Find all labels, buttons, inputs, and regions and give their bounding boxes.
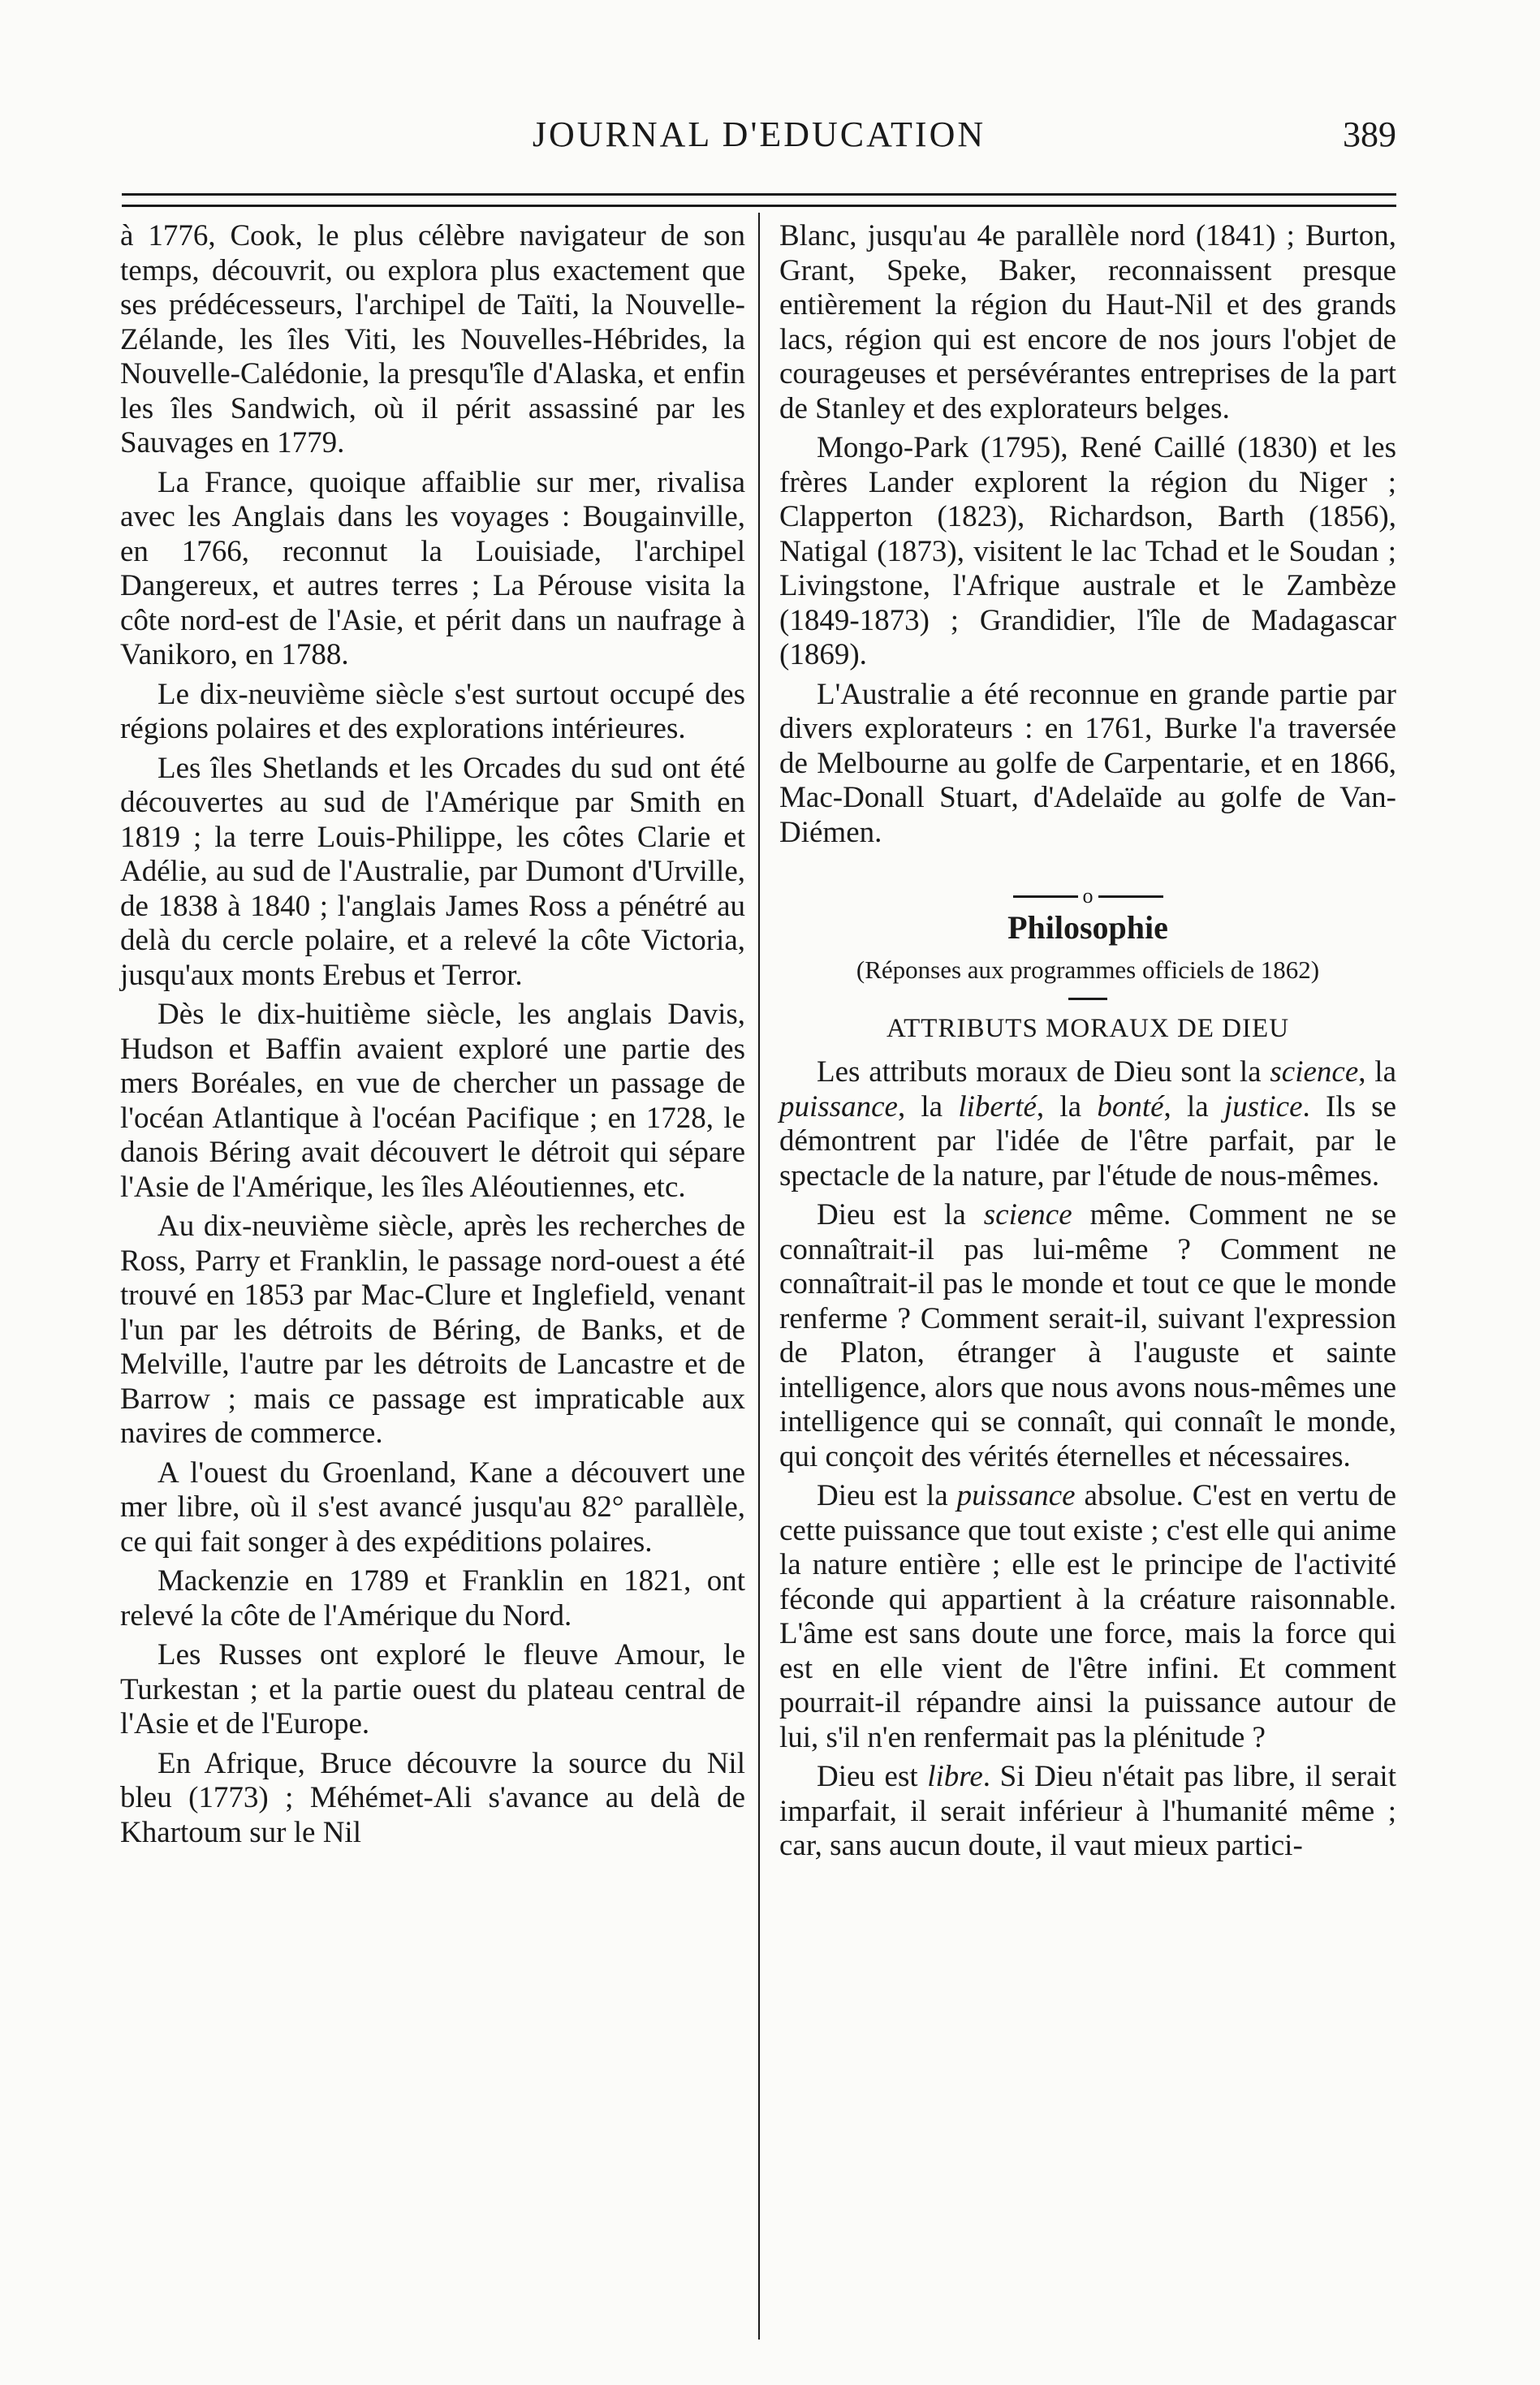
- page-header: [122, 114, 1396, 162]
- text-run: même. Comment ne se connaîtrait-il pas lui-même ? Comment ne connaîtrait-il pas le monde et tout ce que le monde renferme ? Comment serait-il, suivant l'expression de Platon, étranger à l'auguste et sainte intelligence, alors que nous avons nous-mêmes une intelligence qui se connaît, qui connaît le monde, qui conçoit des vérités éternelles et nécessaires.: [779, 1198, 1396, 1473]
- paragraph: [779, 1055, 1396, 1193]
- paragraph: A l'ouest du Groenland, Kane a découvert une mer libre, où il s'est avancé jusqu'au 82° parallèle, ce qui fait songer à des expéditions polaires.: [120, 1456, 745, 1559]
- italic-term: puissance: [779, 1089, 898, 1123]
- italic-term: science: [1270, 1055, 1359, 1089]
- title-rule: [1068, 998, 1107, 1000]
- text-run: , la: [1358, 1055, 1396, 1089]
- paragraph: [779, 1198, 1396, 1474]
- paragraph: Mongo-Park (1795), René Caillé (1830) et les frères Lander explorent la région du Niger ; Clapperton (1823), Richardson, Barth (1856), Natigal (1873), visitent le lac Tchad et le Soudan ; Livingstone, l'Afrique australe et le Zambèze (1849-1873) ; Grandidier, l'île de Madagascar (1869).: [779, 431, 1396, 671]
- text-run: , la: [897, 1089, 959, 1123]
- column-divider: [758, 213, 760, 2340]
- paragraph: Les Russes ont exploré le fleuve Amour, le Turkestan ; et la partie ouest du plateau central de l'Asie et de l'Europe.: [120, 1638, 745, 1740]
- italic-term: science: [983, 1198, 1072, 1231]
- text-run: Dieu est la: [817, 1479, 957, 1512]
- text-run: , la: [1036, 1089, 1098, 1123]
- section-subtitle: (Réponses aux programmes officiels de 1862): [856, 955, 1320, 984]
- italic-term: libre: [927, 1760, 983, 1793]
- paragraph: Mackenzie en 1789 et Franklin en 1821, ont relevé la côte de l'Amérique du Nord.: [120, 1564, 745, 1632]
- paragraph: Dès le dix-huitième siècle, les anglais Davis, Hudson et Baffin avaient exploré une partie des mers Boréales, en vue de chercher un passage de l'océan Atlantique à l'océan Pacifique ; en 1728, le danois Béring avait découvert le détroit qui sépare l'Asie de l'Amérique, les îles Aléoutiennes, etc.: [120, 998, 745, 1204]
- text-run: . Ils se démontrent par l'idée de l'être parfait, par le spectacle de la nature, par l'étude de nous-mêmes.: [779, 1089, 1397, 1192]
- paragraph: à 1776, Cook, le plus célèbre navigateur de son temps, découvrit, ou explora plus exactement que ses prédécesseurs, l'archipel de Taïti, la Nouvelle-Zélande, les îles Viti, les Nouvelles-Hébrides, la Nouvelle-Calédonie, la presqu'île d'Alaska, et enfin les îles Sandwich, où il périt assassiné par les Sauvages en 1779.: [120, 219, 745, 459]
- ornament-line-right: [1098, 895, 1163, 898]
- text-run: , la: [1163, 1089, 1224, 1123]
- paragraph: L'Australie a été reconnue en grande partie par divers explorateurs : en 1761, Burke l'a traversée de Melbourne au golfe de Carpentarie, et en 1866, Mac-Donall Stuart, d'Adelaïde au golfe de Van-Diémen.: [779, 677, 1396, 849]
- italic-term: justice: [1223, 1089, 1303, 1123]
- right-column: [779, 219, 1396, 1864]
- italic-term: liberté: [958, 1089, 1037, 1123]
- page-number: 389: [1343, 114, 1396, 154]
- paragraph: Le dix-neuvième siècle s'est surtout occupé des régions polaires et des explorations intérieures.: [120, 677, 745, 745]
- italic-term: bonté: [1097, 1089, 1164, 1123]
- running-head: JOURNAL D'EDUCATION: [532, 114, 986, 154]
- paragraph: [779, 1479, 1396, 1755]
- text-run: absolue. C'est en vertu de cette puissance que tout existe ; c'est elle qui anime la nature entière ; elle est le principe de l'activité féconde qui appartient à la créature raisonnable. L'âme est sans doute une force, mais la force qui est en elle vient de l'être infini. Et comment pourrait-il répandre ainsi la puissance autour de lui, s'il n'en renfermait pas la plénitude ?: [779, 1479, 1396, 1754]
- paragraph: En Afrique, Bruce découvre la source du Nil bleu (1773) ; Méhémet-Ali s'avance au delà de Khartoum sur le Nil: [120, 1746, 745, 1849]
- article-title: ATTRIBUTS MORAUX DE DIEU: [886, 1014, 1290, 1043]
- paragraph: Au dix-neuvième siècle, après les recherches de Ross, Parry et Franklin, le passage nord-ouest a été trouvé en 1853 par Mac-Clure et Inglefield, venant l'un par les détroits de Béring, de Banks, et de Melville, l'autre par les détroits de Lancastre et de Barrow ; mais ce passage est impraticable aux navires de commerce.: [120, 1210, 745, 1450]
- italic-term: puissance: [956, 1479, 1076, 1512]
- text-run: . Si Dieu n'était pas libre, il serait imparfait, il serait inférieur à l'humanité même ; car, sans aucun doute, il vaut mieux partici-: [779, 1760, 1396, 1862]
- paragraph: Blanc, jusqu'au 4e parallèle nord (1841) ; Burton, Grant, Speke, Baker, reconnaissent presque entièrement la région du Haut-Nil et des grands lacs, région qui est encore de nos jours l'objet de courageuses et persévérantes entreprises de la part de Stanley et des explorateurs belges.: [779, 219, 1396, 425]
- text-run: Les attributs moraux de Dieu sont la: [817, 1055, 1270, 1089]
- paragraph: Les îles Shetlands et les Orcades du sud ont été découvertes au sud de l'Amérique par Smith en 1819 ; la terre Louis-Philippe, les côtes Clarie et Adélie, au sud de l'Australie, par Dumont d'Urville, de 1838 à 1840 ; l'anglais James Ross a pénétré au delà du cercle polaire, et a relevé la côte Victoria, jusqu'aux monts Erebus et Terror.: [120, 751, 745, 992]
- header-rule-top: [122, 193, 1396, 196]
- header-rule-bottom: [122, 205, 1396, 207]
- paragraph: La France, quoique affaiblie sur mer, rivalisa avec les Anglais dans les voyages : Bougainville, en 1766, reconnut la Louisiade, l'archipel Dangereux, et autres terres ; La Pérouse visita la côte nord-est de l'Asie, et périt dans un naufrage à Vanikoro, en 1788.: [120, 465, 745, 671]
- left-column: [120, 219, 745, 1850]
- text-run: Dieu est: [817, 1760, 928, 1793]
- ornament-line-left: [1013, 895, 1078, 898]
- section-title: Philosophie: [1007, 909, 1168, 946]
- section-ornament: [779, 878, 1396, 908]
- text-run: Dieu est la: [817, 1198, 984, 1231]
- paragraph: [779, 1760, 1396, 1864]
- ornament-circle: o: [1082, 884, 1094, 908]
